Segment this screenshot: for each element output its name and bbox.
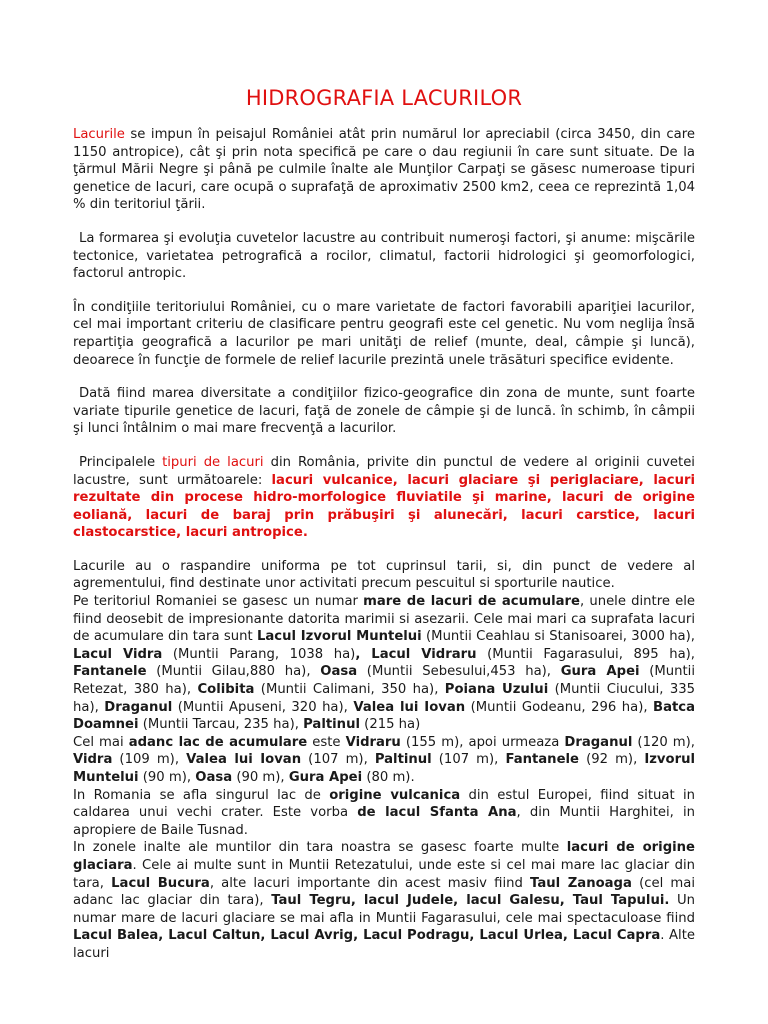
intro-text: se impun în peisajul României atât prin numărul lor apreciabil (circa 3450, din care 1150 antropice), cât şi prin nota specifică pe care o dau regiunii în care sunt situate. De la ţărmul Mării Negre şi până pe culmile înalte ale Munţilor Carpaţi se găsesc numeroase tipuri genetice de lacuri, care ocupă o suprafaţă de aproximativ 2500 km2, ceea ce reprezintă 1,04 % din teritoriul ţării. <box>73 127 695 213</box>
paragraph-lake-types: Principalele tipuri de lacuri din România, privite din punctul de vedere al originii cuvetei lacustre, sunt următoarele: lacuri vulcanice, lacuri glaciare şi periglaciare, lacuri rezultate din procese hidro-morfologice fluviatile şi marine, lacuri de origine eoliană, lacuri de baraj prin prăbuşiri şi alunecări, lacuri carstice, lacuri clastocarstice, lacuri antropice. <box>73 454 695 541</box>
paragraph-classification: În condiţiile teritoriului României, cu o mare varietate de factori favorabili apariţiei lacurilor, cel mai important criteriu de clasificare pentru geografi este cel genetic. Nu vom neglija însă repartiţia geografică a lacurilor pe mari unităţi de relief (munte, deal, câmpie şi luncă), deoarece în funcţie de formele de relief lacurile prezintă unele trăsături specifice evidente. <box>73 299 695 368</box>
lake-types-list: lacuri vulcanice, lacuri glaciare şi periglaciare, lacuri rezultate din procese hidro-morfologice fluviatile şi marine, lacuri de origine eoliană, lacuri de baraj prin prăbuşiri şi alunecări, lacuri carstice, lacuri clastocarstice, lacuri antropice. <box>73 472 695 541</box>
paragraph-glacial: In zonele inalte ale muntilor din tara noastra se gasesc foarte multe lacuri de origine glaciara. Cele ai multe sunt in Muntii Retezatului, unde este si cel mai mare lac glaciar din tara, Lacul Bucura, alte lacuri importante din acest masiv fiind Taul Zanoaga (cel mai adanc lac glaciar din tara), Taul Tegru, lacul Judele, lacul Galesu, Taul Tapului. Un numar mare de lacuri glaciare se mai afla in Muntii Fagarasului, cele mai spectaculoase fiind Lacul Balea, Lacul Caltun, Lacul Avrig, Lacul Podragu, Lacul Urlea, Lacul Capra. Alte lacuri <box>73 840 696 961</box>
paragraph-reservoirs: Pe teritoriul Romaniei se gasesc un numar mare de lacuri de acumulare, unele dintre ele fiind deosebit de impresionante datorita marimii si asezarii. Cele mai mari ca suprafata lacuri de acumulare din tara sunt Lacul Izvorul Muntelui (Muntii Ceahlau si Stanisoarei, 3000 ha), Lacul Vidra (Muntii Parang, 1038 ha), Lacul Vidraru (Muntii Fagarasului, 895 ha), Fantanele (Muntii Gilau,880 ha), Oasa (Muntii Sebesului,453 ha), Gura Apei (Muntii Retezat, 380 ha), Colibita (Muntii Calimani, 350 ha), Poiana Uzului (Muntii Ciucului, 335 ha), Draganul (Muntii Apuseni, 320 ha), Valea lui Iovan (Muntii Godeanu, 296 ha), Batca Doamnei (Muntii Tarcau, 235 ha), Paltinul (215 ha) <box>73 594 696 733</box>
lake-types-label: tipuri de lacuri <box>162 454 264 470</box>
intro-lead: Lacurile <box>73 127 125 142</box>
page-title: HIDROGRAFIA LACURILOR <box>245 86 523 110</box>
paragraph-volcanic: In Romania se afla singurul lac de origine vulcanica din estul Europei, fiind situat in caldarea unui vechi crater. Este vorba de lacul Sfanta Ana, din Muntii Harghitei, in apropiere de Baile Tusnad. <box>73 787 695 838</box>
paragraph-diversity: Dată fiind marea diversitate a condiţiilor fizico-geografice din zona de munte, sunt foarte variate tipurile genetice de lacuri, faţă de zonele de câmpie şi de luncă. în schimb, în câmpii şi lunci întâlnim o mai mare frecvenţă a lacurilor. <box>73 386 695 437</box>
paragraph-deepest: Cel mai adanc lac de acumulare este Vidraru (155 m), apoi urmeaza Draganul (120 m), Vidra (109 m), Valea lui Iovan (107 m), Paltinul (107 m), Fantanele (92 m), Izvorul Muntelui (90 m), Oasa (90 m), Gura Apei (80 m). <box>73 734 695 785</box>
paragraph-factors: La formarea şi evoluţia cuvetelor lacustre au contribuit numeroşi factori, şi anume: mişcările tectonice, varietatea petrografică a rocilor, climatul, factorii hidrologici şi geomorfologici, factorul antropic. <box>73 230 695 282</box>
paragraph-distribution: Lacurile au o raspandire uniforma pe tot cuprinsul tarii, si, din punct de vedere al agrementului, find destinate unor activitati precum pescuitul si sporturile nautice. <box>73 558 695 592</box>
paragraph-intro <box>73 126 695 214</box>
reservoirs-section <box>73 558 695 963</box>
